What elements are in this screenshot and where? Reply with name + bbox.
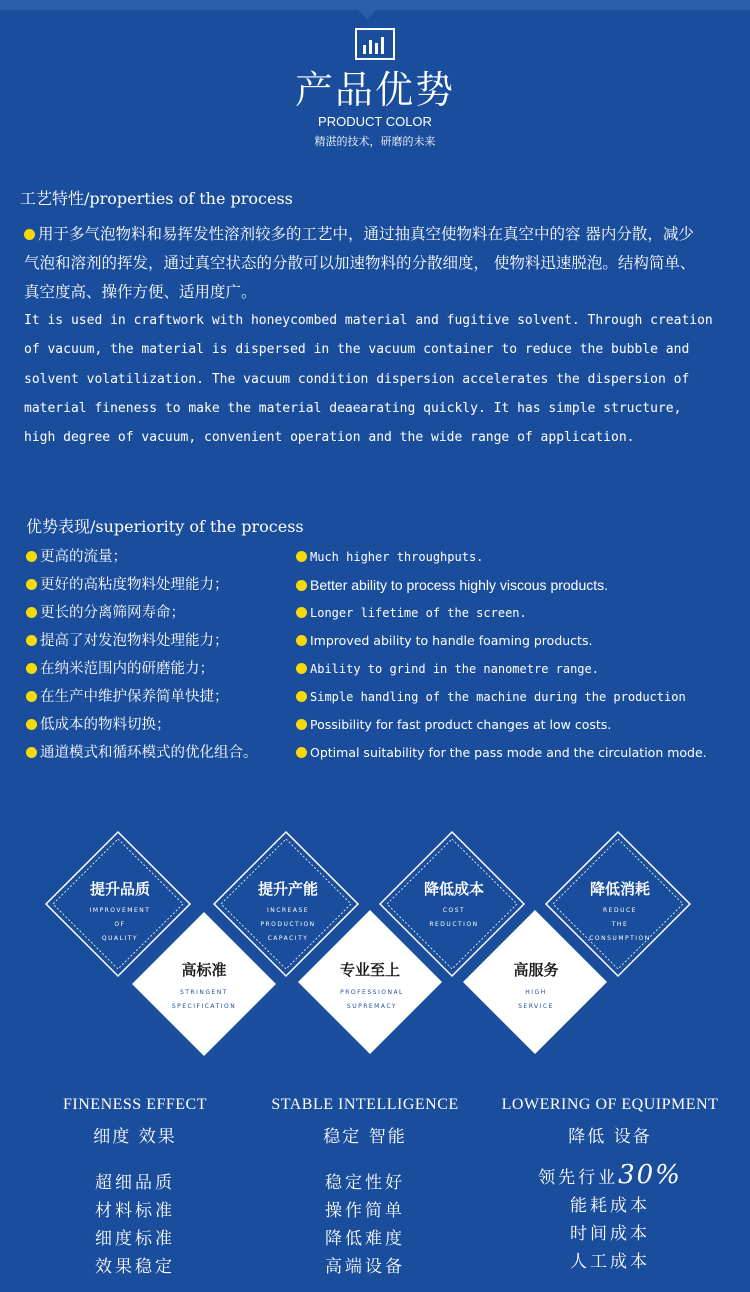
page-title: 产品优势 xyxy=(294,68,455,112)
header xyxy=(0,28,750,149)
advantage-en: Optimal suitability for the pass mode and the circulation mode. xyxy=(310,745,707,760)
lead-text: 领先行业 xyxy=(538,1168,619,1188)
bullet-dot xyxy=(296,635,307,646)
lead-number: 30% xyxy=(618,1160,682,1190)
column-title-en: FINENESS EFFECT xyxy=(63,1096,207,1113)
advantage-zh: 更长的分离筛网寿命； xyxy=(40,605,185,621)
process-text-zh-content: 用于多气泡物料和易挥发性溶剂较多的工艺中，通过抽真空使物料在真空中的容 器内分散，减少气泡和溶剂的挥发，通过真空状态的分散可以加速物料的分散细度， 使物料迅速脱泡。结构简单、真空度高、操作方便、适用度广。 xyxy=(24,225,696,301)
bullet-dot xyxy=(26,607,37,618)
advantage-en: Improved ability to handle foaming products. xyxy=(310,633,593,648)
column-item: 高端设备 xyxy=(325,1257,405,1277)
diamond-en: OF xyxy=(114,921,126,928)
superiority-title: 优势表现/superiority of the process xyxy=(26,517,304,536)
advantage-en: Simple handling of the machine during the production xyxy=(310,690,686,704)
bullet-dot xyxy=(296,747,307,758)
column-item: 人工成本 xyxy=(570,1252,650,1272)
bullet-dot xyxy=(26,551,37,562)
diamond-en: REDUCE xyxy=(603,907,637,914)
process-text-zh xyxy=(24,220,704,307)
diamond-en: STRINGENT xyxy=(180,989,228,996)
advantage-en: Better ability to process highly viscous products. xyxy=(310,577,609,593)
diamond-en: PROFESSIONAL xyxy=(340,989,404,996)
column-item: 稳定性好 xyxy=(325,1173,405,1193)
bullet-dot xyxy=(296,580,307,591)
diamond-en: CAPACITY xyxy=(267,935,309,942)
diamond-en: REDUCTION xyxy=(429,921,479,928)
diamond-en: HIGH xyxy=(525,989,547,996)
column-item: 能耗成本 xyxy=(570,1196,650,1216)
column-fineness xyxy=(10,1096,260,1281)
diamond-en: IMPROVEMENT xyxy=(89,907,151,914)
diamond-en: SPECIFICATION xyxy=(171,1003,237,1010)
bar-chart-icon xyxy=(355,28,395,60)
diamond-en: PRODUCTION xyxy=(260,921,316,928)
column-item: 时间成本 xyxy=(570,1224,650,1244)
bullet-dot xyxy=(26,579,37,590)
column-title-en: LOWERING OF EQUIPMENT xyxy=(501,1096,719,1113)
advantage-zh: 低成本的物料切换； xyxy=(40,717,171,733)
diamond-en: SERVICE xyxy=(518,1003,554,1010)
diamond-zh: 高标准 xyxy=(181,961,227,979)
diamond-zh: 提升产能 xyxy=(257,880,319,898)
advantage-en: Longer lifetime of the screen. xyxy=(310,606,527,620)
bullet-dot xyxy=(26,691,37,702)
column-title-zh: 降低 设备 xyxy=(568,1127,652,1147)
column-item: 材料标准 xyxy=(95,1201,175,1221)
advantage-en: Possibility for fast product changes at low costs. xyxy=(310,717,612,732)
bullet-dot xyxy=(26,747,37,758)
diamond-en: INCREASE xyxy=(266,907,310,914)
top-notch xyxy=(358,10,376,19)
advantage-zh: 在纳米范围内的研磨能力； xyxy=(40,661,214,677)
diamond-zh: 降低成本 xyxy=(423,880,485,898)
column-item-lead xyxy=(485,1161,735,1192)
bullet-dot xyxy=(296,663,307,674)
advantage-zh: 更高的流量； xyxy=(40,549,127,565)
diamond-en: CONSUMPTION xyxy=(589,935,651,942)
diamond-en: THE xyxy=(611,921,629,928)
page-subtitle: PRODUCT COLOR xyxy=(318,114,432,129)
diamond-en: SUPREMACY xyxy=(346,1003,398,1010)
advantage-zh: 更好的高粘度物料处理能力； xyxy=(40,577,229,593)
bullet-dot xyxy=(296,551,307,562)
diamond-zh: 提升品质 xyxy=(89,880,151,898)
diamond-zh: 专业至上 xyxy=(339,961,401,979)
diamond-en: COST xyxy=(442,907,466,914)
advantage-diamonds xyxy=(0,820,750,1080)
column-item: 降低难度 xyxy=(325,1229,405,1249)
column-title-zh: 细度 效果 xyxy=(93,1127,177,1147)
column-item: 细度标准 xyxy=(95,1229,175,1249)
advantage-en: Ability to grind in the nanometre range. xyxy=(310,662,599,676)
diamond-zh: 降低消耗 xyxy=(589,880,651,898)
process-title: 工艺特性/properties of the process xyxy=(20,189,293,208)
diamond-en: QUALITY xyxy=(101,935,139,942)
column-item: 超细品质 xyxy=(95,1173,175,1193)
bullet-dot xyxy=(296,719,307,730)
advantage-en: Much higher throughputs. xyxy=(310,550,484,564)
bullet-dot xyxy=(26,663,37,674)
bullet-dot xyxy=(26,635,37,646)
slogan: 精湛的技术，研磨的未来 xyxy=(314,135,436,148)
bullet-dot xyxy=(296,607,307,618)
bullet-dot xyxy=(296,691,307,702)
column-lowering xyxy=(485,1096,735,1276)
column-item: 操作简单 xyxy=(325,1201,405,1221)
column-title-zh: 稳定 智能 xyxy=(323,1127,407,1147)
top-bar xyxy=(0,0,750,10)
column-title-en: STABLE INTELLIGENCE xyxy=(271,1096,459,1113)
bullet-dot xyxy=(24,229,35,240)
process-text-en: It is used in craftwork with honeycombed material and fugitive solvent. Through creation of vacuum, the material is dispersed in the vacuum container to reduce the bubble and solvent volatilization. The vacuum condition dispersion accelerates the dispersion of material fineness to make the material deaearating quickly. It has simple structure, high degree of vacuum, convenient operation and the wide range of application. xyxy=(24,313,713,446)
advantage-zh: 提高了对发泡物料处理能力； xyxy=(40,633,229,649)
advantage-zh: 通道模式和循环模式的优化组合。 xyxy=(40,745,258,761)
diamond-zh: 高服务 xyxy=(513,961,559,979)
advantage-zh: 在生产中维护保养简单快捷； xyxy=(40,689,229,705)
column-item: 效果稳定 xyxy=(95,1257,175,1277)
bullet-dot xyxy=(26,719,37,730)
column-stable xyxy=(240,1096,490,1281)
